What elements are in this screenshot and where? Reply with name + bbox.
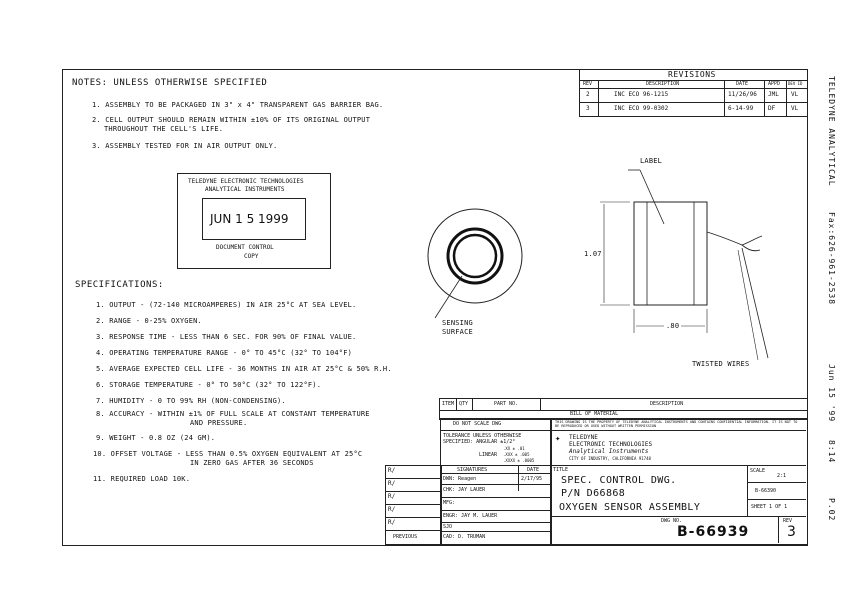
- do-not-scale: DO NOT SCALE DWG: [453, 421, 502, 427]
- engr-signature: ENGR: JAY M. LAUER: [443, 513, 498, 519]
- rev-row-1-desc: INC ECO 96-1215: [614, 91, 669, 98]
- title-block: [385, 418, 806, 544]
- rev-row-1-appd: JML: [768, 91, 779, 98]
- fax-number: Fax:626-961-2538: [827, 212, 836, 306]
- bom-header-qty: QTY: [459, 401, 469, 407]
- cad-signature: CAD: D. TRUMAN: [443, 534, 486, 540]
- width-dimension: .80: [666, 322, 680, 330]
- stamp-line2: ANALYTICAL INSTRUMENTS: [205, 186, 285, 193]
- spec-11: 11. REQUIRED LOAD 10K.: [93, 475, 191, 483]
- spec-10: 10. OFFSET VOLTAGE - LESS THAN 0.5% OXYGEN EQUIVALENT AT 25°C: [93, 450, 363, 458]
- revisions-title: REVISIONS: [668, 70, 716, 79]
- bom-title: BILL OF MATERIAL: [570, 411, 619, 417]
- rev-header-desc: DESCRIPTION: [646, 81, 680, 87]
- rev-row-2-date: 6-14-99: [728, 105, 754, 112]
- twisted-wires-label: TWISTED WIRES: [692, 360, 750, 368]
- chk-signature: CHK: JAY LAUER: [443, 487, 486, 493]
- company-subdivision: Analytical Instruments: [569, 448, 649, 455]
- proprietary-notice: THIS DRAWING IS THE PROPERTY OF TELEDYNE ANALYTICAL INSTRUMENTS AND CONTAINS CONFIDENTIAL INFORMATION. IT IS NOT TO BE REPRODUCED OR USED WITHOUT WRITTEN PERMISSION: [555, 420, 798, 428]
- scale-value: 2:1: [777, 473, 787, 479]
- note-2-cont: THROUGHOUT THE CELL'S LIFE.: [104, 125, 224, 133]
- note-2: 2. CELL OUTPUT SHOULD REMAIN WITHIN ±10% OF ITS ORIGINAL OUTPUT: [92, 116, 371, 124]
- title-label: TITLE: [553, 467, 569, 473]
- stamp-line1: TELEDYNE ELECTRONIC TECHNOLOGIES: [188, 178, 304, 185]
- sheet-number: SHEET 1 OF 1: [751, 504, 788, 510]
- tolerance-xx: .XXX ± .005: [503, 452, 530, 457]
- mark-r1: R/: [388, 467, 396, 474]
- fax-date: Jun 15 '99: [827, 364, 836, 423]
- rev-header-date: DATE: [736, 81, 749, 87]
- sensing-ring-inner: [454, 235, 496, 277]
- rev-row-1-date: 11/26/96: [728, 91, 757, 98]
- rev-row-1-rev: 2: [586, 91, 590, 98]
- scale-label: SCALE: [750, 468, 766, 474]
- stamp-line3: DOCUMENT CONTROL: [216, 244, 274, 251]
- sensing-leader: [435, 276, 462, 318]
- spec-1: 1. OUTPUT - (72-140 MICROAMPERES) IN AIR 25°C AT SEA LEVEL.: [96, 301, 357, 309]
- spec-2: 2. RANGE - 0-25% OXYGEN.: [96, 317, 202, 325]
- mark-r3: R/: [388, 493, 396, 500]
- title-line-1: SPEC. CONTROL DWG.: [561, 475, 677, 486]
- bom-header-item: ITEM: [442, 401, 455, 407]
- rev-header-dev: DEV ID: [788, 81, 803, 86]
- wires-leader-2: [738, 250, 758, 360]
- signatures-header: SIGNATURES: [457, 467, 488, 473]
- height-dimension: 1.07: [584, 250, 602, 258]
- dwn-number: B-66390: [755, 488, 777, 494]
- mfg-signature: MFG:: [443, 500, 456, 506]
- date-header: DATE: [527, 467, 540, 473]
- bom-header-desc: DESCRIPTION: [650, 401, 684, 407]
- spec-9: 9. WEIGHT - 0.8 OZ (24 GM).: [96, 434, 216, 442]
- rev-row-2-appd: DF: [768, 105, 776, 112]
- label-leader: [640, 170, 664, 224]
- sensor-outer-circle: [428, 209, 522, 303]
- sensing-label-2: SURFACE: [442, 328, 473, 336]
- spec-10-cont: IN ZERO GAS AFTER 36 SECONDS: [190, 459, 314, 467]
- mark-r2: R/: [388, 480, 396, 487]
- dwn-date: 2/17/95: [521, 476, 543, 482]
- rev-label: REV: [783, 518, 793, 524]
- spec-4: 4. OPERATING TEMPERATURE RANGE - 0° TO 45°C (32° TO 104°F): [96, 349, 353, 357]
- stamp-line4: COPY: [244, 253, 259, 260]
- tolerance-x: .XX ± .01: [503, 446, 525, 451]
- rev-header-rev: REV: [583, 81, 593, 87]
- rev-header-appd: APPD: [768, 81, 781, 87]
- company-division: ELECTRONIC TECHNOLOGIES: [569, 441, 653, 448]
- specifications-title: SPECIFICATIONS:: [75, 280, 164, 290]
- title-line-2: P/N D66868: [561, 488, 626, 499]
- wires-leader: [742, 248, 768, 358]
- rev-row-2-dev: VL: [791, 105, 799, 112]
- fax-page: P.02: [827, 498, 836, 522]
- teledyne-logo-icon: ✦: [555, 434, 561, 444]
- fax-sender: TELEDYNE ANALYTICAL: [827, 76, 836, 187]
- tolerance-1: TOLERANCE UNLESS OTHERWISE: [443, 433, 522, 439]
- stamp-date: JUN 1 5 1999: [210, 212, 289, 226]
- title-line-3: OXYGEN SENSOR ASSEMBLY: [559, 502, 701, 513]
- spec-8-cont: AND PRESSURE.: [190, 419, 248, 427]
- company-name: TELEDYNE: [569, 434, 598, 441]
- rev-row-1-dev: VL: [791, 91, 799, 98]
- tolerance-xxx: .XXXX ± .0005: [503, 458, 535, 463]
- drawing-number: B-66939: [677, 524, 750, 540]
- sensing-label-1: SENSING: [442, 319, 473, 327]
- rev-row-2-rev: 3: [586, 105, 590, 112]
- sensing-ring-outer: [448, 229, 502, 283]
- revisions-table: [579, 69, 808, 117]
- mark-r5: R/: [388, 519, 396, 526]
- bom-table: [439, 398, 808, 420]
- twisted-wires: [707, 232, 762, 251]
- note-3: 3. ASSEMBLY TESTED FOR IN AIR OUTPUT ONLY.: [92, 142, 278, 150]
- dwg-no-label: DWG NO.: [661, 518, 683, 524]
- spec-7: 7. HUMIDITY - 0 TO 99% RH (NON-CONDENSING).: [96, 397, 286, 405]
- tolerance-linear: LINEAR: [479, 452, 498, 458]
- tolerance-2: SPECIFIED: ANGULAR ±1/2°: [443, 439, 516, 445]
- previous-label: PREVIOUS: [393, 534, 418, 540]
- fax-time: 8:14: [827, 440, 836, 464]
- sensor-body: [634, 202, 707, 305]
- mark-r4: R/: [388, 506, 396, 513]
- spec-8: 8. ACCURACY - WITHIN ±1% OF FULL SCALE AT CONSTANT TEMPERATURE: [96, 410, 370, 418]
- note-1: 1. ASSEMBLY TO BE PACKAGED IN 3" x 4" TRANSPARENT GAS BARRIER BAG.: [92, 101, 384, 109]
- spec-6: 6. STORAGE TEMPERATURE - 0° TO 50°C (32° TO 122°F).: [96, 381, 322, 389]
- revision-number: 3: [787, 524, 796, 540]
- notes-title: NOTES: UNLESS OTHERWISE SPECIFIED: [72, 78, 268, 88]
- bom-header-partno: PART NO.: [494, 401, 519, 407]
- company-address: CITY OF INDUSTRY, CALIFORNIA 91748: [569, 456, 651, 461]
- sjo-signature: SJO: [443, 524, 453, 530]
- rev-row-2-desc: INC ECO 99-0302: [614, 105, 669, 112]
- spec-5: 5. AVERAGE EXPECTED CELL LIFE - 36 MONTHS IN AIR AT 25°C & 50% R.H.: [96, 365, 392, 373]
- spec-3: 3. RESPONSE TIME - LESS THAN 6 SEC. FOR 90% OF FINAL VALUE.: [96, 333, 357, 341]
- dwn-signature: DWN: Reagen: [443, 476, 477, 482]
- label-callout: LABEL: [640, 157, 663, 165]
